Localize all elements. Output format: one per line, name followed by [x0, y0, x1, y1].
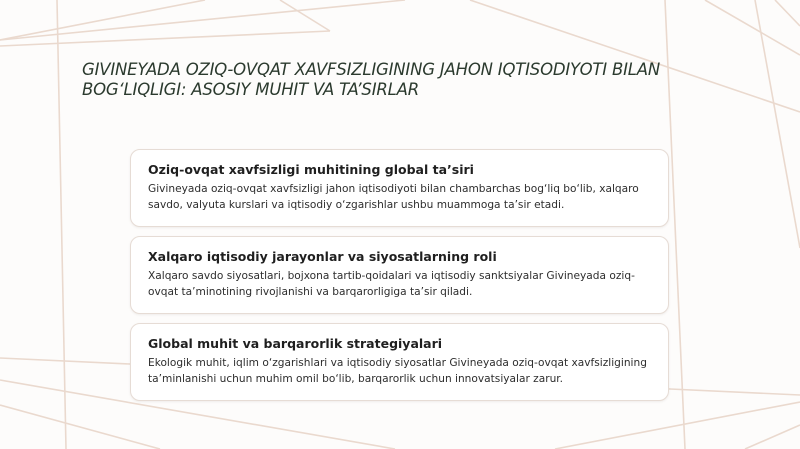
card-international-processes: [130, 236, 669, 314]
card-body: Xalqaro savdo siyosatlari, bojxona tartib-qoidalari va iqtisodiy sanktsiyalar Givineyada oziq-ovqat ta’minotining rivojlanishi va barqarorligiga ta’sir qiladi.: [148, 270, 635, 298]
card-heading: Oziq-ovqat xavfsizligi muhitining global ta’siri: [148, 162, 474, 177]
card-body: Givineyada oziq-ovqat xavfsizligi jahon iqtisodiyoti bilan chambarchas bog‘liq bo‘lib, xalqaro savdo, valyuta kurslari va iqtisodiy o‘zgarishlar ushbu muammoga ta’sir etadi.: [148, 183, 639, 211]
card-sustainability-strategies: [130, 323, 669, 401]
card-heading: Global muhit va barqarorlik strategiyalari: [148, 336, 443, 351]
card-heading: Xalqaro iqtisodiy jarayonlar va siyosatlarning roli: [148, 249, 497, 264]
card-body: Ekologik muhit, iqlim o‘zgarishlari va iqtisodiy siyosatlar Givineyada oziq-ovqat xavfsizligining ta’minlanishi uchun muhim omil bo‘lib, barqarorlik uchun innovatsiyalar zarur.: [148, 357, 647, 385]
card-global-impact: [130, 149, 669, 227]
slide-title: GIVINEYADA OZIQ-OVQAT XAVFSIZLIGINING JAHON IQTISODIYOTI BILAN BOG‘LIQLIGI: ASOSIY MUHIT VA TA’SIRLAR: [82, 60, 660, 99]
